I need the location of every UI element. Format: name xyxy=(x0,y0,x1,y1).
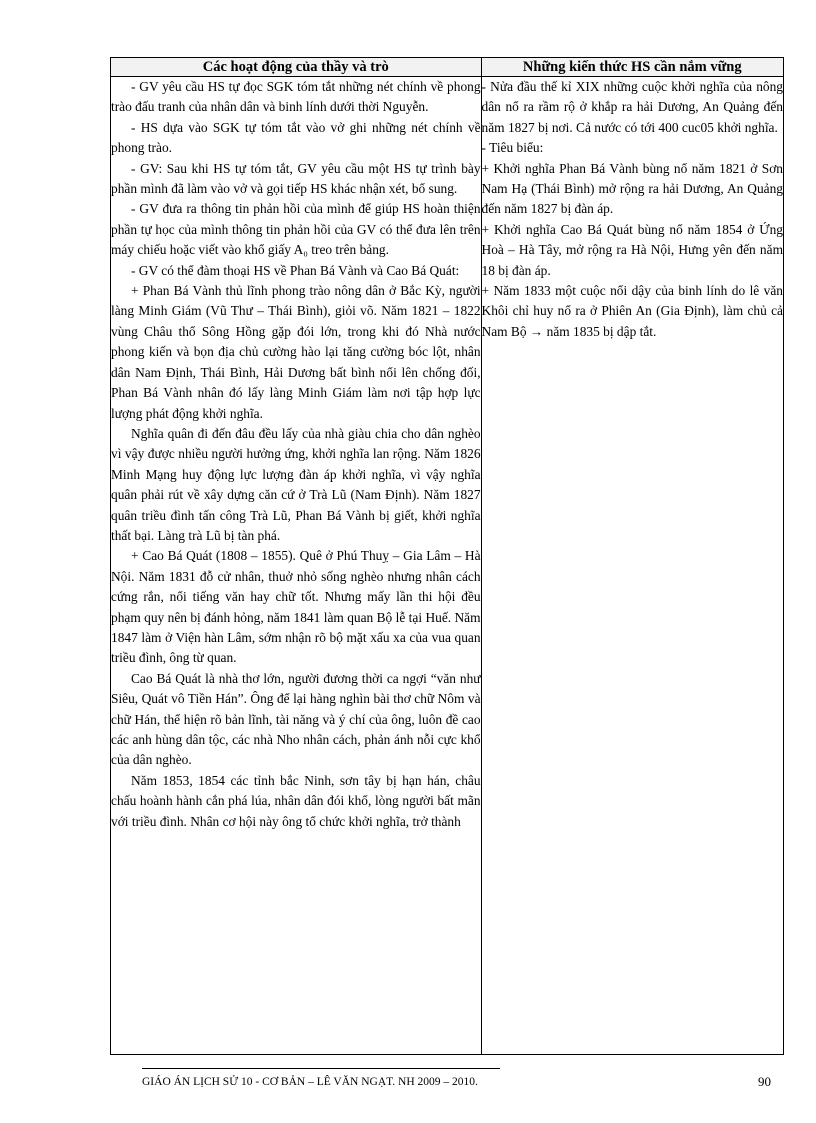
header-knowledge: Những kiến thức HS cần nắm vững xyxy=(481,58,783,77)
knowledge-cell xyxy=(481,77,783,1055)
page-number: 90 xyxy=(758,1074,771,1089)
paragraph: + Phan Bá Vành thủ lĩnh phong trào nông dân ở Bắc Kỳ, người làng Minh Giám (Vũ Thư – Thái Bình), giỏi võ. Năm 1821 – 1822 vùng Châu thổ Sông Hồng gặp đói lớn, trong khi đó Nhà nước phong kiến và bọn địa chủ cường hào lại tăng cường bóc lột, nhân dân Nam Định, Thái Bình, Hải Dương bất bình nổi lên chống đối, Phan Bá Vành nhân đó lấy làng Minh Giám làm nơi tập hợp lực lượng phát động khởi nghĩa. xyxy=(111,283,481,421)
paragraph: - GV có thể đàm thoại HS về Phan Bá Vành và Cao Bá Quát: xyxy=(131,262,460,278)
paragraph: - GV đưa ra thông tin phản hồi của mình để giúp HS hoàn thiện phần tự học của mình thông tin phản hồi của GV có thể đưa lên trên máy chiếu hoặc viết vào khổ giấy A₀ treo trên bảng. xyxy=(111,201,481,258)
paragraph: + Cao Bá Quát (1808 – 1855). Quê ở Phú Thuỵ – Gia Lâm – Hà Nội. Năm 1831 đỗ cử nhân, thuở nhỏ sống nghèo nhưng nhân cách cứng rắn, nổi tiếng văn hay chữ tốt. Nhưng mấy lần thi hội đều phạm quy nên bị đánh hỏng, năm 1841 làm quan Bộ lễ tại Huế. Năm 1847 làm ở Viện hàn Lâm, sớm nhận rõ bộ mặt xấu xa của vua quan triều đình, ông từ quan. xyxy=(111,548,481,666)
paragraph: - HS dựa vào SGK tự tóm tắt vào vở ghi những nét chính về phong trào. xyxy=(111,119,481,156)
header-activities: Các hoạt động của thầy và trò xyxy=(111,58,482,77)
footer-rule xyxy=(142,1068,500,1069)
paragraph: - Tiêu biểu: xyxy=(481,140,544,156)
paragraph: Năm 1853, 1854 các tỉnh bắc Ninh, sơn tây bị hạn hán, châu chấu hoành hành cắn phá lúa, nhân dân đói khổ, lòng người bất mãn với triều đình. Nhân cơ hội này ông tổ chức khởi nghĩa, trở thành xyxy=(111,772,481,829)
paragraph: + Năm 1833 một cuộc nổi dậy của binh lính do lê văn Khôi chỉ huy nổ ra ở Phiên An (Gia Định), làm chủ cả Nam Bộ → năm 1835 bị dập tắt. xyxy=(481,283,783,339)
paragraph: + Khởi nghĩa Cao Bá Quát bùng nổ năm 1854 ở Ứng Hoà – Hà Tây, mở rộng ra Hà Nội, Hưng yên đến năm 18 bị đàn áp. xyxy=(481,221,783,278)
paragraph: - GV: Sau khi HS tự tóm tắt, GV yêu cầu một HS tự trình bày phần mình đã làm vào vở và gọi tiếp HS khác nhận xét, bổ sung. xyxy=(111,160,481,197)
footer-text: GIÁO ÁN LỊCH SỬ 10 - CƠ BẢN – LÊ VĂN NGẠT. NH 2009 – 2010. xyxy=(142,1076,478,1088)
paragraph: - GV yêu cầu HS tự đọc SGK tóm tắt những nét chính về phong trào đấu tranh của nhân dân và binh lính dưới thời Nguyễn. xyxy=(111,79,481,115)
paragraph: Cao Bá Quát là nhà thơ lớn, người đương thời ca ngợi “văn như Siêu, Quát vô Tiền Hán”. Ông để lại hàng nghìn bài thơ chữ Nôm và chữ Hán, thể hiện rõ bản lĩnh, tài năng và ý chí của ông, luôn đề cao các anh hùng dân tộc, các nhà Nho nhân cách, phản ánh nỗi cực khổ của dân nghèo. xyxy=(111,670,481,768)
lesson-table xyxy=(110,57,784,1055)
activities-cell xyxy=(111,77,482,1055)
paragraph: Nghĩa quân đi đến đâu đều lấy của nhà giàu chia cho dân nghèo vì vậy được nhiều người hưởng ứng, khởi nghĩa lan rộng. Năm 1826 Minh Mạng huy động lực lượng đàn áp khởi nghĩa, vì vậy nghĩa quân phải rút về xây dựng căn cứ ở Trà Lũ (Nam Định). Năm 1827 quân triều đình tấn công Trà Lũ, Phan Bá Vành bị giết, khởi nghĩa thất bại. Làng trà Lũ bị tàn phá. xyxy=(111,425,481,543)
activities-text xyxy=(111,77,481,832)
paragraph: + Khởi nghĩa Phan Bá Vành bùng nổ năm 1821 ở Sơn Nam Hạ (Thái Bình) mở rộng ra hải Dương, An Quảng đến năm 1827 bị đàn áp. xyxy=(481,160,783,217)
paragraph: - Nửa đầu thế kỉ XIX những cuộc khởi nghĩa của nông dân nổ ra rầm rộ ở khắp ra hải Dương, An Quảng đến năm 1827 bị nơi. Cả nước có tới 400 cuc05 khởi nghĩa. xyxy=(481,79,783,135)
knowledge-text xyxy=(482,77,783,342)
